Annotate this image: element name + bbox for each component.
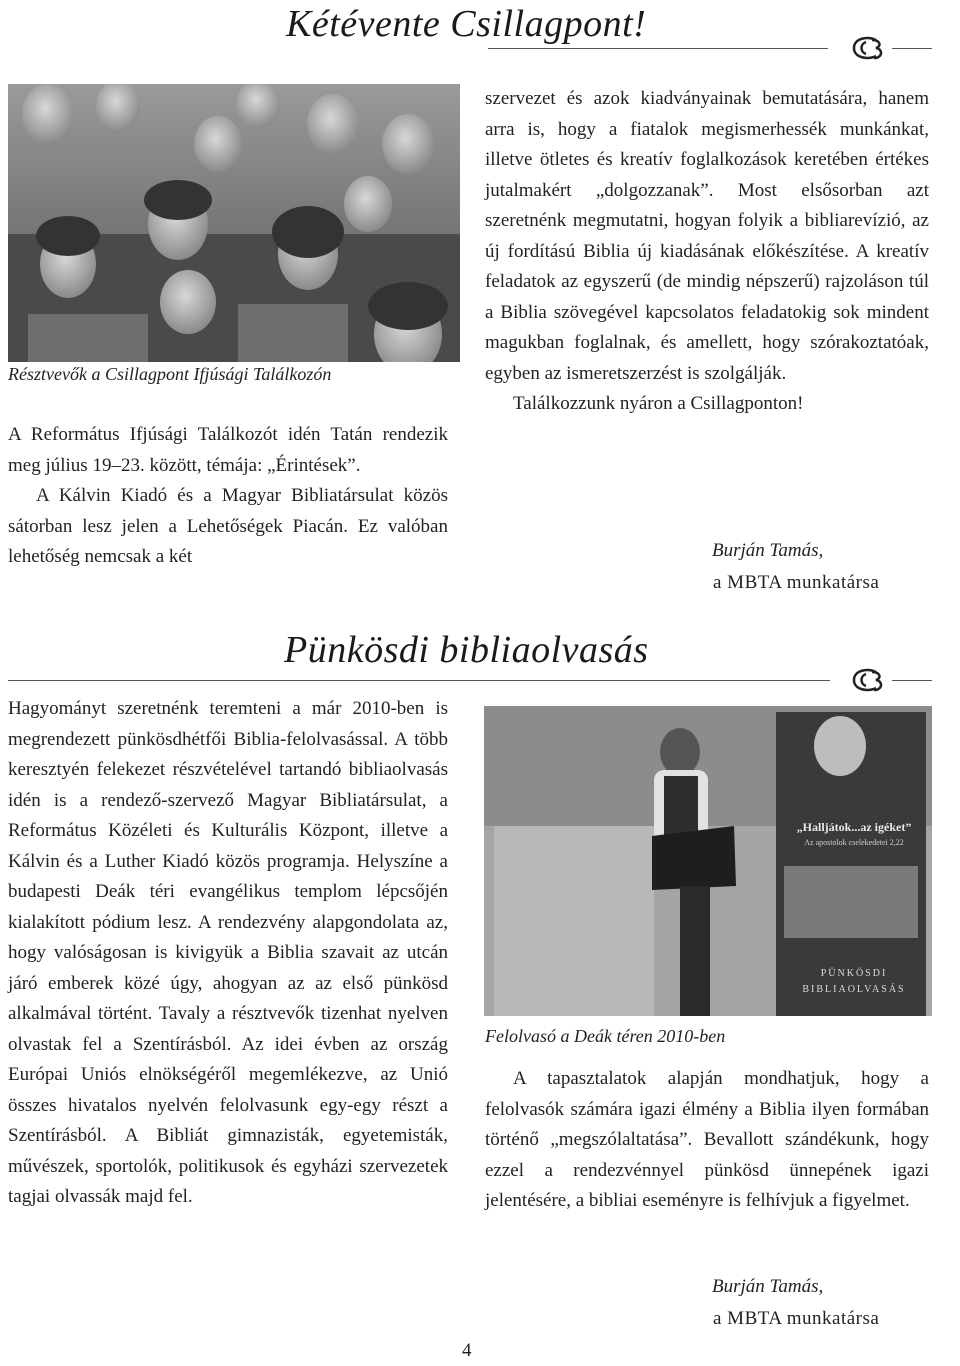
section2-right-column bbox=[485, 1064, 929, 1217]
heading-rule-end bbox=[892, 680, 932, 681]
paragraph: A Református Ifjúsági Találkozót idén Tatán rendezik meg július 19–23. között, témája: „Érintések”. bbox=[8, 424, 448, 476]
signature-role: a MBTA munkatársa bbox=[713, 572, 880, 593]
banner-bottom-line2: BIBLIAOLVASÁS bbox=[802, 984, 906, 995]
paragraph: Hagyományt szeretnénk teremteni a már 2010-ben is megrendezett pünkösdhétfői Biblia-felolvasással. A több keresztyén felekezet részvételével tartandó bibliaolvasás idén is a rendező-szervező Magyar Bibliatársulat, a Református Közéleti és Kulturális Központ, illetve a Kálvin és a Luther Kiadó közös programja. Helyszíne a budapesti Deák téri evangélikus templom lépcsőjén kialakított pódium lesz. A rendezvény alapgondolata az, hogy valóságosan is kivigyük a Biblia szavait az utcán járó emberek közé úgy, ahogyan az az első pünkösd alkalmával történt. Tavaly a résztvevők tizenhat nyelven olvastak fel a Szentírásból. Az idei évben az ország Európai Uniós elnökségéről megemlékezve, az Unió összes hivatalos nyelvén felolvasunk egy-egy részt a Szentírásból. A Bibliát gimnazisták, egyetemisták, művészek, sportolók, politikusok és egyházi szervezetek tagjai olvassák majd fel. bbox=[8, 698, 448, 1207]
section-title-csillagpont: Kétévente Csillagpont! bbox=[286, 3, 647, 45]
heading-rule bbox=[8, 680, 830, 681]
ornament-icon bbox=[846, 34, 886, 68]
banner-subtitle: Az apostolok cselekedetei 2,22 bbox=[804, 838, 904, 847]
section-title-punkosdi: Pünkösdi bibliaolvasás bbox=[284, 629, 649, 671]
signature-role: a MBTA munkatársa bbox=[713, 1308, 880, 1329]
photo-caption-crowd: Résztvevők a Csillagpont Ifjúsági Találkozón bbox=[8, 364, 332, 384]
signature-name: Burján Tamás, bbox=[712, 540, 824, 561]
page-number: 4 bbox=[462, 1340, 472, 1361]
photo-reader bbox=[484, 706, 932, 1016]
heading-rule bbox=[488, 48, 828, 49]
paragraph: A Kálvin Kiadó és a Magyar Bibliatársulat közös sátorban lesz jelen a Lehetőségek Piacán. Ez valóban lehetőség nemcsak a két bbox=[8, 485, 448, 567]
heading-rule-end bbox=[892, 48, 932, 49]
banner-title: „Halljátok...az igéket” bbox=[796, 820, 912, 834]
section1-left-column bbox=[8, 420, 448, 573]
photo-caption-reader: Felolvasó a Deák téren 2010-ben bbox=[485, 1026, 726, 1046]
banner-bottom-line1: PÜNKÖSDI bbox=[820, 968, 888, 979]
ornament-icon bbox=[846, 666, 886, 700]
section2-left-column bbox=[8, 694, 448, 1213]
paragraph: A tapasztalatok alapján mondhatjuk, hogy a felolvasók számára igazi élmény a Biblia ilyen formában történő „megszólaltatása”. Bevallott szándékunk, hogy ezzel a rendezvénnyel pünkösd ünnepének igazi jelentésére, a bibliai eseményre is felhívjuk a figyelmet. bbox=[485, 1068, 929, 1211]
paragraph: szervezet és azok kiadványainak bemutatására, hanem arra is, hogy a fiatalok megismerhessék munkánkat, illetve ötletes és kreatív foglalkozások keretében értékes jutalmakért „dolgozzanak”. Most elsősorban azt szeretnénk megmutatni, hogyan folyik a bibliarevízió, az új fordítású Biblia új kiadásának előkészítése. A kreatív feladatok az egyszerű (de mindig népszerű) rajzoláson túl a Biblia szövegével kapcsolatos feladatokig sok mindent magukban foglalnak, és amellett, hogy szórakoztatóak, egyben az ismeretszerzést is szolgálják. bbox=[485, 88, 929, 384]
paragraph: Találkozzunk nyáron a Csillagponton! bbox=[513, 393, 804, 414]
signature-name: Burján Tamás, bbox=[712, 1276, 824, 1297]
section1-right-column bbox=[485, 84, 929, 420]
photo-crowd bbox=[8, 84, 460, 362]
